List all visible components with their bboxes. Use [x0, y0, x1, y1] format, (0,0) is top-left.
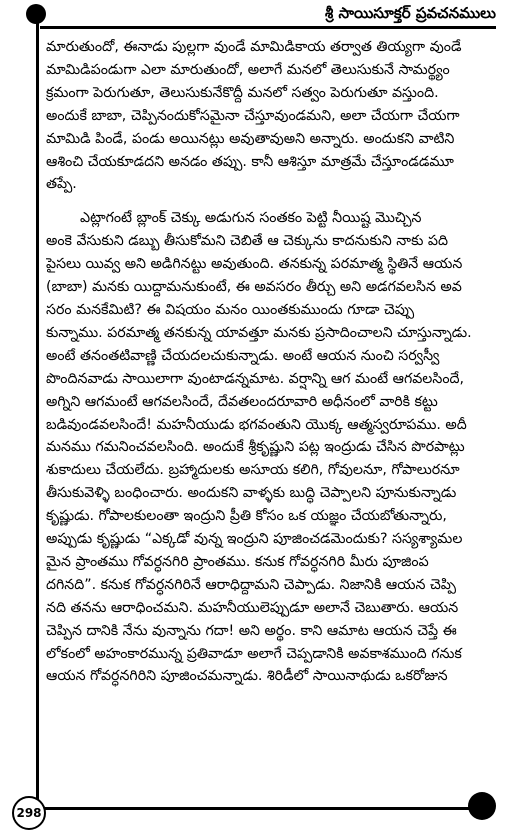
page-footer	[0, 776, 520, 826]
text-line: మారుతుందో, ఈనాడు పుల్లగా వుండే మామిడికాయ తర్వాత తియ్యగా వుండే	[46, 39, 462, 55]
text-line: దగినది”. కనుక గోవర్ధనగిరినే ఆరాధిద్దామని చెప్పాడు. నిజానికి ఆయన చెప్పి	[46, 576, 456, 593]
book-title: శ్రీ సాయిసూక్తర్ ప్రవచనములు	[325, 4, 496, 22]
text-line: మనము గమనించవలసింది. అందుకే శ్రీకృష్ణుని పట్ల ఇంద్రుడు చేసిన పొరపాట్లు	[46, 439, 465, 456]
text-line: పొందినవాడు సాయిలాగా వుంటాడన్నమాట. వర్షాన్ని ఆగ మంటే ఆగవలసిందే,	[46, 370, 465, 387]
text-line: అంటే తనంతటివాణ్ణి చేయదలచుకున్నాడు. అంటే ఆయన నుంచి సర్వస్వీ	[46, 347, 440, 364]
text-line: మామిడి పిండే, పండు అయినట్లు అవుతావుఅని అన్నారు. అందుకని వాటిని	[46, 130, 455, 147]
text-line: కున్నాము. పరమాత్మ తనకున్న యావత్తూ మనకు ప్రసాదించాలని చూస్తున్నాడు.	[46, 324, 472, 341]
text-line: చెప్పిన దానికి నేను వున్నాను గదా! అని అర్థం. కాని ఆమాట ఆయన చెప్తే ఈ	[46, 622, 457, 639]
text-line: పైసలు యివ్వ అని అడిగినట్టు అవుతుంది. తనకున్న పరమాత్మ స్థితినే ఆయన	[46, 256, 463, 273]
footer-rule	[36, 807, 484, 810]
text-line: సరం మనకేమిటి? ఈ విషయం మనం యింతకుముందు గూడా చెప్పు	[46, 301, 415, 318]
text-line: క్రమంగా పెరుగుతూ, తెలుసుకునేకొద్దీ మనలో సత్వం పెరుగుతూ వస్తుంది.	[46, 84, 439, 101]
left-margin-rule	[36, 14, 39, 810]
body-text	[46, 36, 508, 688]
text-line: తీసుకువెళ్ళి బంధించారు. అందుకని వాళ్ళకు బుద్ధి చెప్పాలని పూనుకున్నాడు	[46, 485, 457, 502]
text-line: తప్పే.	[46, 176, 77, 193]
text-line: లోకంలో అహంకారమున్న ప్రతివాడూ అలాగే చెప్పడానికి అవకాశముంది గనుక	[46, 645, 462, 662]
text-line: ఆయన గోవర్ధనగిరిని పూజించమన్నాడు. శిరిడీలో సాయినాథుడు ఒకరోజున	[46, 668, 448, 685]
text-line: మైన ప్రాంతము గోవర్ధనగిరి ప్రాంతము. కనుక గోవర్ధనగిరి మీరు పూజింప	[46, 553, 429, 570]
text-line: బడివుండవలసిందే! మహనీయుడు భగవంతుని యొక్క ఆత్మస్వరూపము. అదీ	[46, 416, 467, 433]
text-line: ఎట్లాగంటే బ్లాంక్ చెక్కు అడుగున సంతకం పెట్టి నీయిష్ట మొచ్చిన	[80, 210, 422, 227]
text-line: నది తనను ఆరాధించమని. మహనీయులెప్పుడూ అలానే చెబుతారు. ఆయన	[46, 599, 459, 616]
page-number: 298	[12, 796, 46, 830]
footer-bullet-dot	[468, 792, 496, 820]
text-line: (బాబా) మనకు యిద్దామనుకుంటే, ఈ అవసరం తీర్చు అని అడగవలసిన అవ	[46, 279, 462, 296]
text-line: అందుకే బాబా, చెప్పినందుకోసమైనా చేస్తూవుండమని, అలా చేయగా చేయగా	[46, 107, 460, 124]
text-line: శుకాదులు చేయలేదు. బ్రహ్మాదులకు అసూయ కలిగి, గోవులనూ, గోపాలురనూ	[46, 462, 460, 479]
text-line: అగ్నిని ఆగమంటే ఆగవలసిందే, దేవతలందరూవారి అధీనంలో వారికి కట్టు	[46, 393, 438, 410]
page-header	[0, 0, 520, 34]
text-line: కృష్ణుడు. గోపాలకులంతా ఇంద్రుని ప్రీతి కోసం ఒక యజ్ఞం చేయబోతున్నారు,	[46, 508, 447, 525]
text-line: అప్పుడు కృష్ణుడు “ఎక్కడో వున్న ఇంద్రుని పూజించడమెందుకు? సస్యశ్యామల	[46, 531, 463, 548]
text-line: ఆశించి చేయకూడదని అనడం తప్పు. కానీ ఆశిస్తూ మాత్రమే చేస్తూండడమూ	[46, 153, 454, 170]
paragraph-2	[46, 207, 508, 688]
text-line: మామిడిపండుగా ఎలా మారుతుందో, అలాగే మనలో తెలుసుకునే సామర్థ్యం	[46, 61, 450, 78]
header-rule	[40, 26, 496, 29]
text-line: అంకె వేసుకుని డబ్బు తీసుకోమని చెబితే ఆ చెక్కును కాదనుకుని నాకు పది	[46, 233, 449, 250]
paragraph-1	[46, 36, 508, 196]
